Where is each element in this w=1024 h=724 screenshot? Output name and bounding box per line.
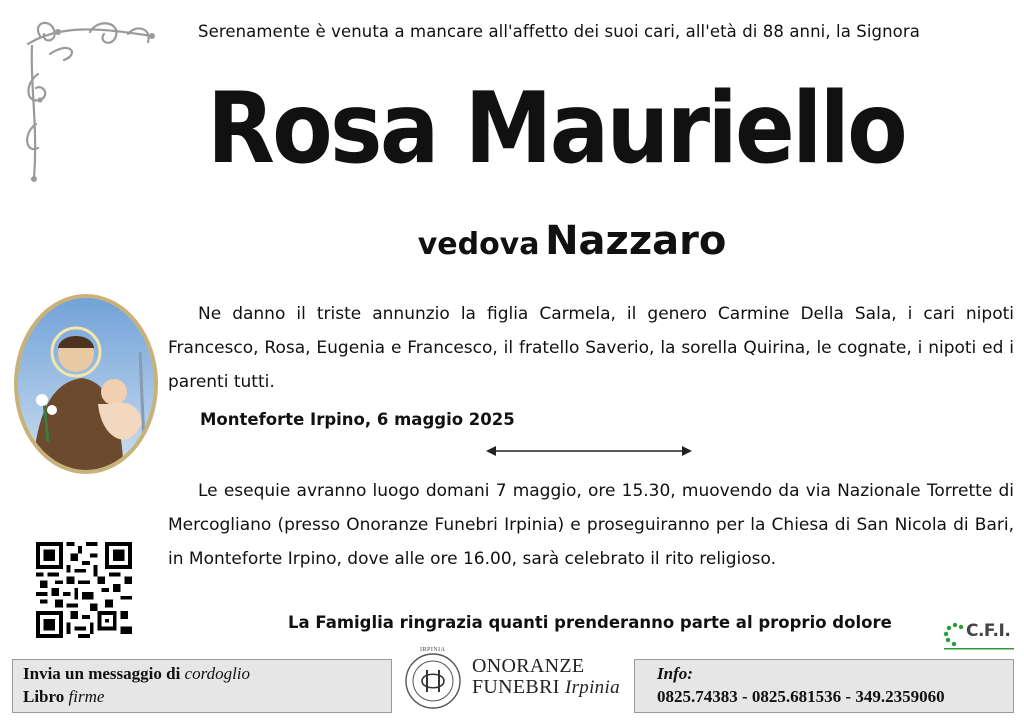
guestbook-link[interactable] <box>23 687 104 707</box>
message-prefix: Invia un messaggio di <box>23 664 181 683</box>
funeral-paragraph: Le esequie avranno luogo domani 7 maggio, ore 15.30, muovendo da via Nazionale Torrette di Mercogliano (presso Onoranze Funebri Irpinia) e proseguiranno per la Chiesa di San Nicola di Bari, in Monteforte Irpino, dove alle ore 16.00, sarà celebrato il rito religioso. <box>168 481 1014 569</box>
widow-prefix: vedova <box>417 227 540 262</box>
agency-logo-icon <box>402 648 464 710</box>
cfi-label: C.F.I. <box>966 621 1011 641</box>
saint-portrait <box>12 292 160 476</box>
agency-line2-italic: Irpinia <box>564 677 620 698</box>
book-prefix: Libro <box>23 687 65 706</box>
info-box <box>634 659 1014 713</box>
announcement-paragraph: Ne danno il triste annunzio la figlia Carmela, il genero Carmine Della Sala, i cari nipoti Francesco, Rosa, Eugenia e Francesco, il fratello Saverio, la sorella Quirina, le cognate, i nipoti ed i parenti tutti. <box>168 304 1014 392</box>
widow-surname: Nazzaro <box>545 218 727 264</box>
qr-code[interactable] <box>36 542 132 638</box>
message-word: cordoglio <box>184 664 251 683</box>
book-word: firme <box>68 687 105 706</box>
thanks-line: La Famiglia ringrazia quanti prenderanno parte al proprio dolore <box>288 613 892 632</box>
condolence-box[interactable] <box>12 659 392 713</box>
phone-numbers[interactable]: 0825.74383 - 0825.681536 - 349.2359060 <box>657 687 945 706</box>
agency-name <box>472 656 620 698</box>
logo-top-text: IRPINIA <box>420 647 446 653</box>
condolence-link[interactable] <box>23 664 250 684</box>
agency-line1: ONORANZE <box>472 655 585 677</box>
agency-line2: FUNEBRI <box>472 676 560 698</box>
widow-line <box>60 218 1024 264</box>
double-arrow-icon <box>484 444 694 458</box>
info-label: Info: <box>657 664 693 683</box>
deceased-name: Rosa Mauriello <box>206 72 906 186</box>
intro-text: Serenamente è venuta a mancare all'affetto dei suoi cari, all'età di 88 anni, la Signora <box>198 22 920 41</box>
place-date: Monteforte Irpino, 6 maggio 2025 <box>200 410 515 429</box>
